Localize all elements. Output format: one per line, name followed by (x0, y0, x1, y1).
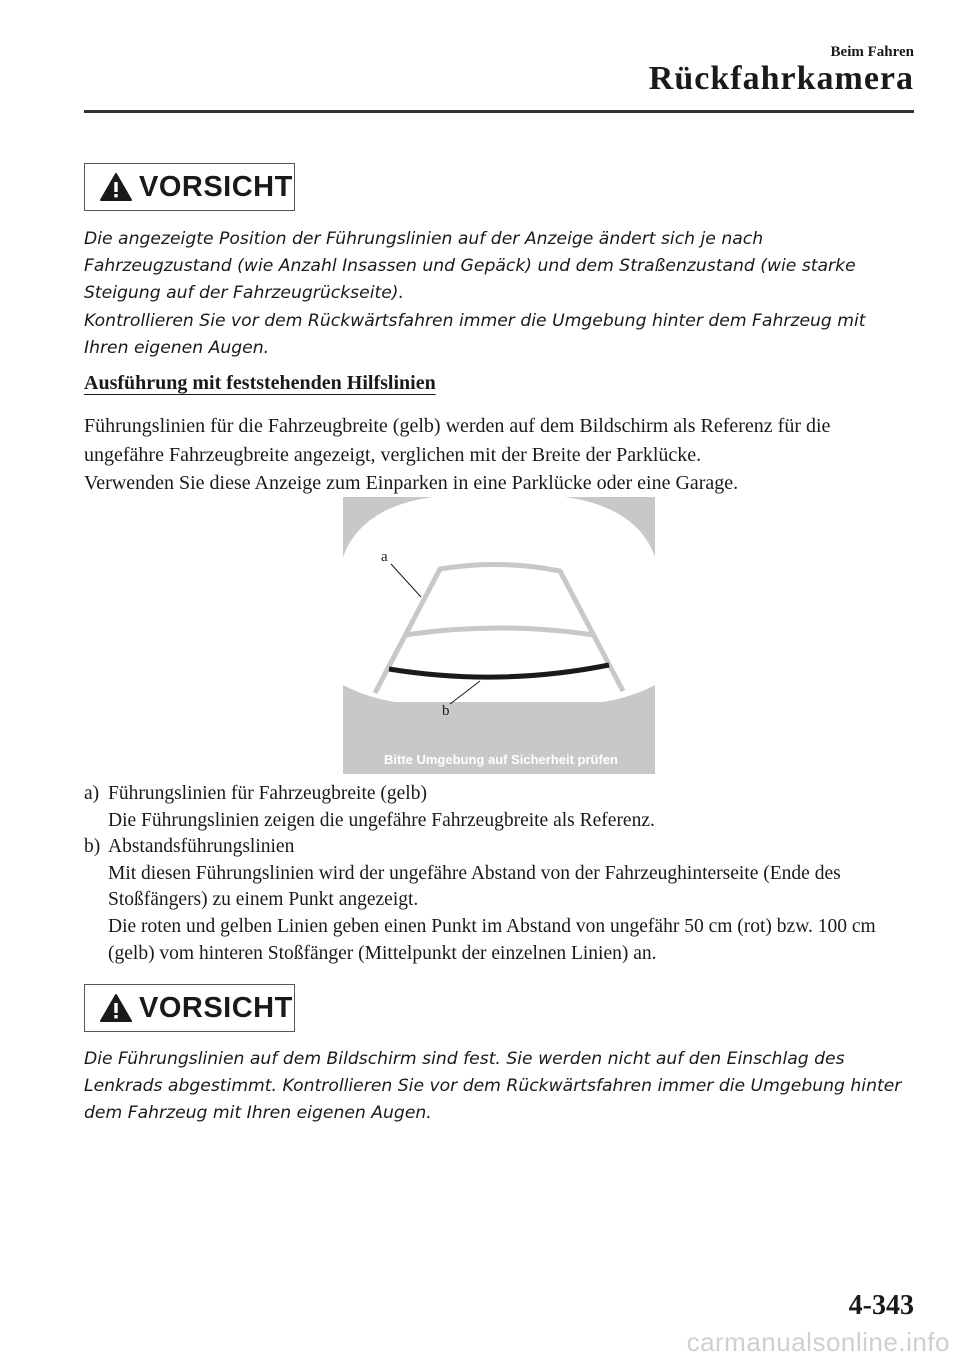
legend-item-b (84, 834, 914, 861)
caution-label-box (84, 163, 295, 211)
legend-key-b: b) (84, 836, 101, 858)
caution-text: Die Führungslinien auf dem Bildschirm sind fest. Sie werden nicht auf den Einschlag des Lenkrads abgestimmt. Kontrollieren Sie vor dem Rückwärtsfahren immer die Umgebung hinter dem Fahrzeug mit Ihren eigenen Augen. (84, 1049, 902, 1124)
distance-guide-line (389, 665, 609, 677)
callout-label-b: b (442, 703, 450, 719)
leader-line-a (391, 564, 421, 597)
legend-title-b: Abstandsführungslinien (108, 836, 295, 858)
section-body: Führungslinien für die Fahrzeugbreite (gelb) werden auf dem Bildschirm als Referenz für die ungefähre Fahrzeugbreite angezeigt, verglichen mit der Breite der Parklücke. Verwenden Sie diese Anzeige zum Einparken in eine Parklücke oder eine Garage. (84, 415, 831, 494)
section-heading: Ausführung mit feststehenden Hilfslinien (84, 372, 436, 394)
warning-triangle-icon (99, 993, 133, 1023)
callout-label-a: a (381, 549, 388, 565)
leader-line-b (450, 681, 480, 704)
screen-frame (343, 497, 655, 774)
caution-text: Die angezeigte Position der Führungslinien auf der Anzeige ändert sich je nach Fahrzeugzustand (wie Anzahl Insassen und Gepäck) und dem Straßenzustand (wie starke Steigung auf der Fahrzeugrückseite). Kontrollieren Sie vor dem Rückwärtsfahren immer die Umgebung hinter dem Fahrzeug mit Ihren eigenen Augen. (84, 229, 866, 358)
figure-legend (84, 781, 914, 967)
legend-key-a: a) (84, 783, 100, 804)
legend-item-a (84, 781, 914, 808)
camera-screen-figure (343, 497, 655, 774)
watermark: carmanualsonline.info (686, 1327, 950, 1357)
header-divider (84, 110, 914, 113)
legend-desc-a: Die Führungslinien zeigen die ungefähre Fahrzeugbreite als Referenz. (108, 809, 655, 831)
page-number: 4-343 (848, 1290, 914, 1321)
caution-label-box (84, 984, 295, 1032)
caution-label: VORSICHT (139, 991, 293, 1024)
legend-title-a: Führungslinien für Fahrzeugbreite (gelb) (108, 783, 427, 804)
page-title: Rückfahrkamera (648, 60, 914, 97)
caution-label: VORSICHT (139, 170, 293, 203)
warning-triangle-icon (99, 172, 133, 202)
section-label: Beim Fahren (830, 44, 914, 60)
legend-desc-b: Mit diesen Führungslinien wird der ungefähre Abstand von der Fahrzeughinterseite (Ende des Stoßfängers) zu einem Punkt angezeigt. Die roten und gelben Linien geben einen Punkt im Abstand von ungefähr 50 cm (rot) bzw. 100 cm (gelb) vom hinteren Stoßfänger (Mittelpunkt der einzelnen Linien) an. (108, 862, 876, 964)
width-crossbar (405, 628, 594, 635)
screen-message: Bitte Umgebung auf Sicherheit prüfen (383, 752, 619, 767)
